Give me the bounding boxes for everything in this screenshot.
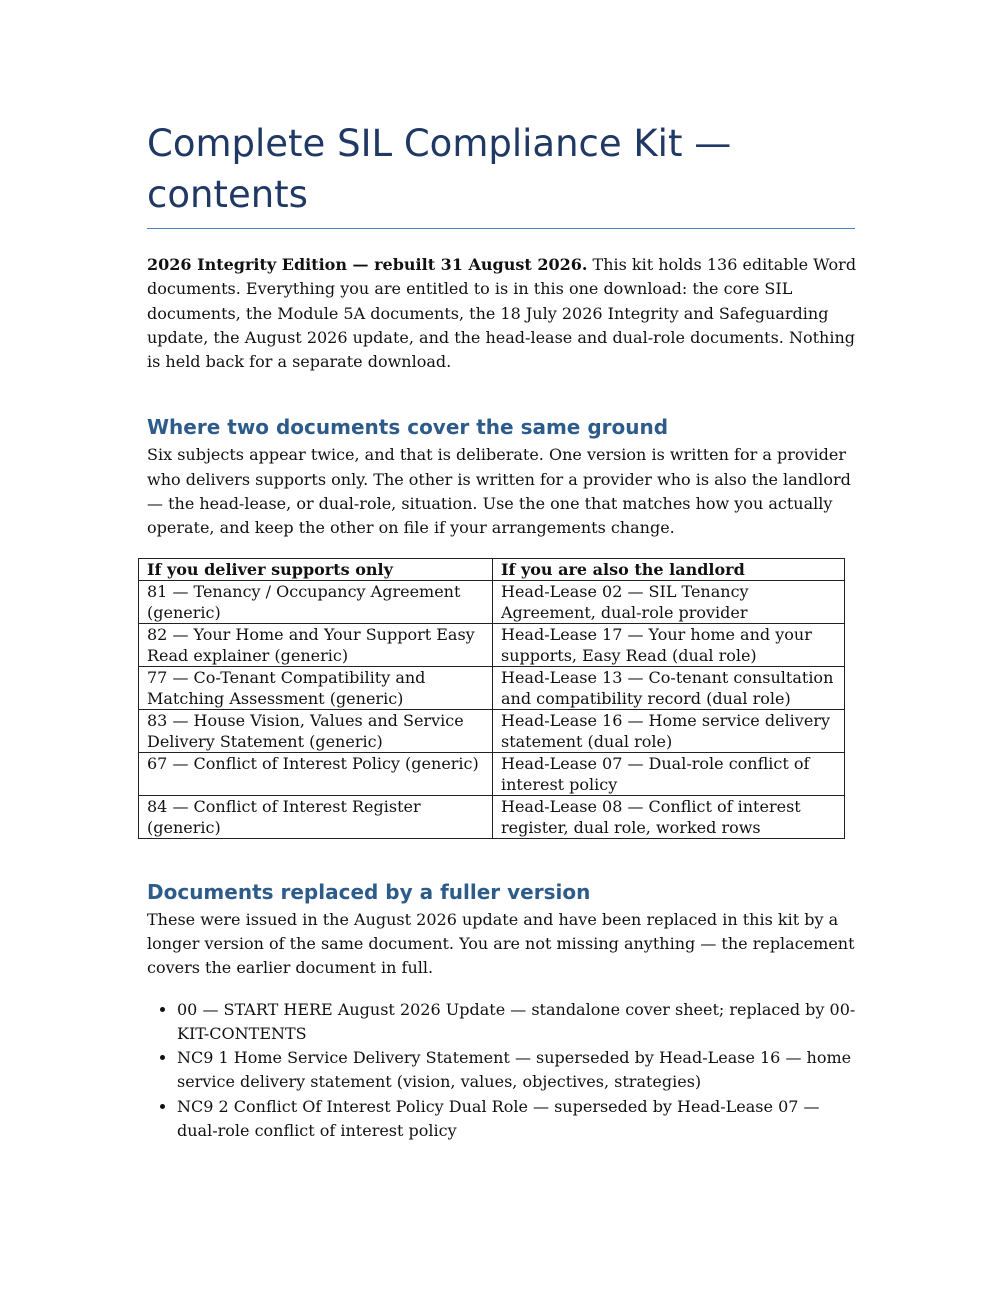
- document-page: [147, 118, 857, 1143]
- list-item: • NC9 2 Conflict Of Interest Policy Dual Role — superseded by Head-Lease 07 — dual-role conflict of interest policy: [177, 1095, 857, 1144]
- table-row: [139, 623, 845, 666]
- intro-paragraph: [147, 253, 857, 374]
- table-header-also-landlord: If you are also the landlord: [493, 558, 845, 580]
- table-cell-dual-role: Head-Lease 17 — Your home and your supports, Easy Read (dual role): [493, 623, 845, 666]
- table-cell-generic: 84 — Conflict of Interest Register (generic): [139, 795, 493, 838]
- table-row: [139, 666, 845, 709]
- intro-text: This kit holds 136 editable Word documents. Everything you are entitled to is in this one download: the core SIL documents, the Module 5A documents, the 18 July 2026 Integrity and Safeguarding update, the August 2026 update, and the head-lease and dual-role documents. Nothing is held back for a separate download.: [147, 255, 857, 372]
- table-cell-generic: 82 — Your Home and Your Support Easy Read explainer (generic): [139, 623, 493, 666]
- table-cell-generic: 83 — House Vision, Values and Service Delivery Statement (generic): [139, 709, 493, 752]
- table-cell-dual-role: Head-Lease 08 — Conflict of interest register, dual role, worked rows: [493, 795, 845, 838]
- list-item: • NC9 1 Home Service Delivery Statement — superseded by Head-Lease 16 — home service delivery statement (vision, values, objectives, strategies): [177, 1046, 857, 1095]
- intro-bold-lead: 2026 Integrity Edition — rebuilt 31 August 2026.: [147, 255, 588, 274]
- table-row: [139, 752, 845, 795]
- table-cell-dual-role: Head-Lease 13 — Co-tenant consultation and compatibility record (dual role): [493, 666, 845, 709]
- table-cell-generic: 77 — Co-Tenant Compatibility and Matching Assessment (generic): [139, 666, 493, 709]
- table-cell-dual-role: Head-Lease 07 — Dual-role conflict of interest policy: [493, 752, 845, 795]
- section-paragraph-replaced: These were issued in the August 2026 update and have been replaced in this kit by a longer version of the same document. You are not missing anything — the replacement covers the earlier document in full.: [147, 909, 855, 978]
- table-cell-generic: 67 — Conflict of Interest Policy (generic): [139, 752, 493, 795]
- section-heading-same-ground: Where two documents cover the same ground: [147, 415, 669, 440]
- section-paragraph-same-ground: Six subjects appear twice, and that is deliberate. One version is written for a provider who delivers supports only. The other is written for a provider who is also the landlord — the head-lease, or dual-role, situation. Use the one that matches how you actually operate, and keep the other on file if your arrangements change.: [147, 445, 851, 538]
- table-cell-dual-role: Head-Lease 02 — SIL Tenancy Agreement, dual-role provider: [493, 580, 845, 623]
- table-row: [139, 795, 845, 838]
- table-cell-generic: 81 — Tenancy / Occupancy Agreement (generic): [139, 580, 493, 623]
- table-row: [139, 580, 845, 623]
- table-header-row: [139, 558, 845, 580]
- replaced-documents-list: [147, 998, 857, 1144]
- section-heading-replaced: Documents replaced by a fuller version: [147, 879, 591, 904]
- document-title: Complete SIL Compliance Kit — contents: [147, 118, 855, 229]
- table-cell-dual-role: Head-Lease 16 — Home service delivery statement (dual role): [493, 709, 845, 752]
- table-row: [139, 709, 845, 752]
- list-item: • 00 — START HERE August 2026 Update — standalone cover sheet; replaced by 00-KIT-CONTENTS: [177, 998, 857, 1047]
- document-comparison-table: [138, 558, 845, 839]
- table-header-supports-only: If you deliver supports only: [139, 558, 493, 580]
